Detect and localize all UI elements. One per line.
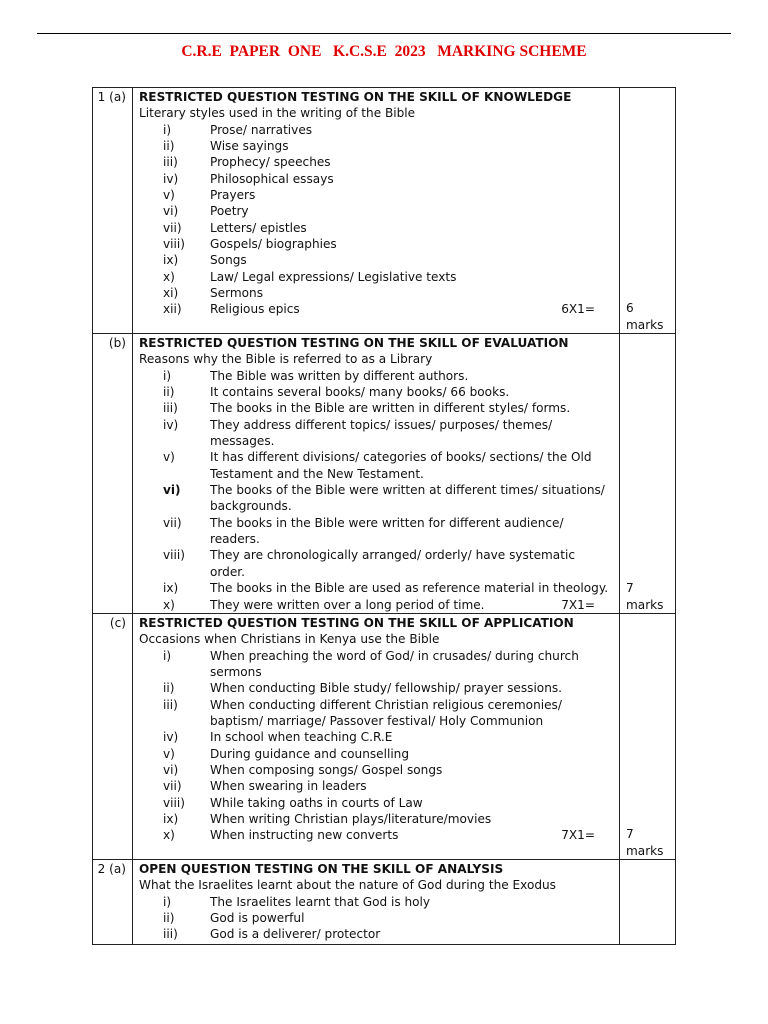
question-row [93, 334, 676, 614]
item-numeral: x) [163, 828, 175, 843]
item-numeral: iii) [163, 401, 178, 416]
item-text: The books in the Bible are written in different styles/ forms. [210, 401, 571, 416]
question-intro: What the Israelites learnt about the nature of God during the Exodus [139, 878, 556, 893]
item-numeral: i) [163, 122, 172, 137]
answer-item [139, 368, 613, 384]
item-text: Prose/ narratives [210, 122, 313, 137]
item-text: Poetry [210, 204, 249, 219]
item-numeral: ii) [163, 385, 175, 400]
marks-number: 7 [626, 827, 634, 842]
question-heading: RESTRICTED QUESTION TESTING ON THE SKILL OF KNOWLEDGE [139, 90, 572, 104]
question-number: (c) [93, 613, 133, 859]
answer-item [139, 449, 613, 482]
question-heading: RESTRICTED QUESTION TESTING ON THE SKILL OF APPLICATION [139, 615, 574, 630]
answer-item [139, 746, 613, 762]
question-content [133, 859, 620, 944]
answer-item [139, 138, 613, 154]
answer-item [139, 547, 613, 580]
question-number: (b) [93, 334, 133, 614]
answer-item [139, 597, 613, 613]
item-numeral: viii) [163, 237, 185, 252]
item-numeral: ix) [163, 811, 179, 826]
answer-item [139, 827, 613, 843]
item-text: When conducting Bible study/ fellowship/ prayer sessions. [210, 681, 563, 696]
item-numeral: iii) [163, 927, 178, 942]
marks-value [626, 300, 675, 333]
item-numeral: viii) [163, 795, 185, 810]
top-rule [37, 33, 731, 34]
answer-item [139, 778, 613, 794]
item-numeral: vi) [163, 762, 179, 777]
item-text: Prayers [210, 188, 256, 203]
question-number: 1 (a) [93, 88, 133, 334]
marks-word: marks [626, 597, 664, 612]
question-intro: Reasons why the Bible is referred to as a Library [139, 352, 433, 367]
item-text: They are chronologically arranged/ orderly/ have systematic order. [210, 548, 575, 579]
item-numeral: ix) [163, 253, 179, 268]
item-text: They were written over a long period of time. [210, 597, 485, 612]
item-text: God is powerful [210, 910, 305, 925]
answer-item [139, 417, 613, 450]
marks-cell [620, 334, 676, 614]
item-text: It contains several books/ many books/ 66 books. [210, 385, 510, 400]
question-intro: Literary styles used in the writing of the Bible [139, 106, 416, 121]
item-text: The books in the Bible were written for different audience/ readers. [210, 515, 564, 547]
marks-word: marks [626, 317, 664, 332]
answer-item [139, 400, 613, 416]
answer-item [139, 285, 613, 301]
answer-item [139, 926, 613, 942]
item-numeral: vii) [163, 779, 182, 794]
item-numeral: xi) [163, 286, 179, 301]
question-row [93, 859, 676, 944]
item-text: Philosophical essays [210, 171, 334, 186]
item-numeral: ix) [163, 581, 179, 596]
item-numeral: vi) [163, 483, 181, 498]
answer-item [139, 762, 613, 778]
answer-item [139, 269, 613, 285]
item-text: Religious epics [210, 302, 300, 317]
item-text: While taking oaths in courts of Law [210, 795, 423, 810]
item-text: Gospels/ biographies [210, 237, 337, 252]
item-text: Prophecy/ speeches [210, 155, 331, 170]
item-numeral: xii) [163, 302, 182, 317]
item-numeral: vi) [163, 204, 179, 219]
item-numeral: i) [163, 648, 172, 663]
marks-number: 7 [626, 581, 634, 596]
item-numeral: ii) [163, 910, 175, 925]
item-numeral: ii) [163, 681, 175, 696]
item-text: Songs [210, 253, 247, 268]
item-numeral: ii) [163, 139, 175, 154]
item-text: When writing Christian plays/literature/movies [210, 811, 492, 826]
item-text: Sermons [210, 286, 264, 301]
item-text: When instructing new converts [210, 828, 399, 843]
answer-item [139, 236, 613, 252]
item-text: Law/ Legal expressions/ Legislative texts [210, 269, 457, 284]
item-numeral: v) [163, 188, 175, 203]
answer-item [139, 203, 613, 219]
answer-item [139, 729, 613, 745]
item-text: Letters/ epistles [210, 220, 307, 235]
answer-item [139, 910, 613, 926]
item-text: The Bible was written by different authors. [210, 368, 469, 383]
item-numeral: vii) [163, 220, 182, 235]
marks-value [626, 580, 675, 613]
item-numeral: iv) [163, 730, 179, 745]
answer-item [139, 301, 613, 317]
answer-item [139, 154, 613, 170]
item-text: When swearing in leaders [210, 779, 367, 794]
answer-item [139, 697, 613, 730]
marks-cell [620, 88, 676, 334]
item-numeral: iii) [163, 155, 178, 170]
item-numeral: x) [163, 269, 175, 284]
marks-cell [620, 859, 676, 944]
item-text: They address different topics/ issues/ purposes/ themes/ messages. [210, 417, 553, 449]
item-text: Wise sayings [210, 139, 289, 154]
item-numeral: iv) [163, 417, 179, 432]
item-numeral: x) [163, 597, 175, 612]
item-numeral: v) [163, 746, 175, 761]
marks-tally: 7X1= [561, 828, 595, 843]
item-numeral: i) [163, 368, 172, 383]
item-numeral: vii) [163, 515, 182, 530]
question-row [93, 88, 676, 334]
item-numeral: viii) [163, 548, 185, 563]
item-numeral: v) [163, 450, 175, 465]
answer-item [139, 122, 613, 138]
marks-value [626, 826, 675, 859]
question-content [133, 334, 620, 614]
answer-item [139, 187, 613, 203]
marks-number: 6 [626, 301, 634, 316]
item-numeral: i) [163, 894, 172, 909]
marks-tally: 6X1= [561, 302, 595, 317]
item-text: When composing songs/ Gospel songs [210, 762, 443, 777]
item-text: God is a deliverer/ protector [210, 927, 381, 942]
document-title: C.R.E PAPER ONE K.C.S.E 2023 MARKING SCHEME [181, 43, 587, 60]
answer-item [139, 894, 613, 910]
marks-word: marks [626, 843, 664, 858]
question-number: 2 (a) [93, 859, 133, 944]
item-text: When preaching the word of God/ in crusades/ during church sermons [210, 648, 579, 679]
answer-item [139, 220, 613, 236]
answer-item [139, 811, 613, 827]
item-text: During guidance and counselling [210, 746, 410, 761]
item-text: The Israelites learnt that God is holy [210, 894, 431, 909]
question-heading: OPEN QUESTION TESTING ON THE SKILL OF ANALYSIS [139, 861, 504, 876]
answer-item [139, 580, 613, 596]
answer-item [139, 795, 613, 811]
item-text: In school when teaching C.R.E [210, 730, 393, 745]
question-intro: Occasions when Christians in Kenya use the Bible [139, 632, 440, 647]
question-content [133, 613, 620, 859]
marks-tally: 7X1= [561, 597, 595, 612]
answer-item [139, 482, 613, 515]
answer-item [139, 252, 613, 268]
question-content [133, 88, 620, 334]
answer-item [139, 384, 613, 400]
marks-cell [620, 613, 676, 859]
answer-item [139, 680, 613, 696]
item-text: The books of the Bible were written at different times/ situations/ backgrounds. [210, 483, 605, 514]
answer-item [139, 648, 613, 681]
item-text: It has different divisions/ categories of books/ sections/ the Old Testament and the New Testament. [210, 450, 592, 481]
question-row [93, 613, 676, 859]
answer-item [139, 171, 613, 187]
answer-item [139, 515, 613, 548]
item-text: When conducting different Christian religious ceremonies/ baptism/ marriage/ Passover festival/ Holy Communion [210, 697, 562, 728]
question-heading: RESTRICTED QUESTION TESTING ON THE SKILL OF EVALUATION [139, 336, 569, 350]
item-numeral: iv) [163, 171, 179, 186]
marking-scheme-table [92, 87, 676, 945]
item-numeral: iii) [163, 697, 178, 712]
item-text: The books in the Bible are used as reference material in theology. [210, 581, 609, 596]
